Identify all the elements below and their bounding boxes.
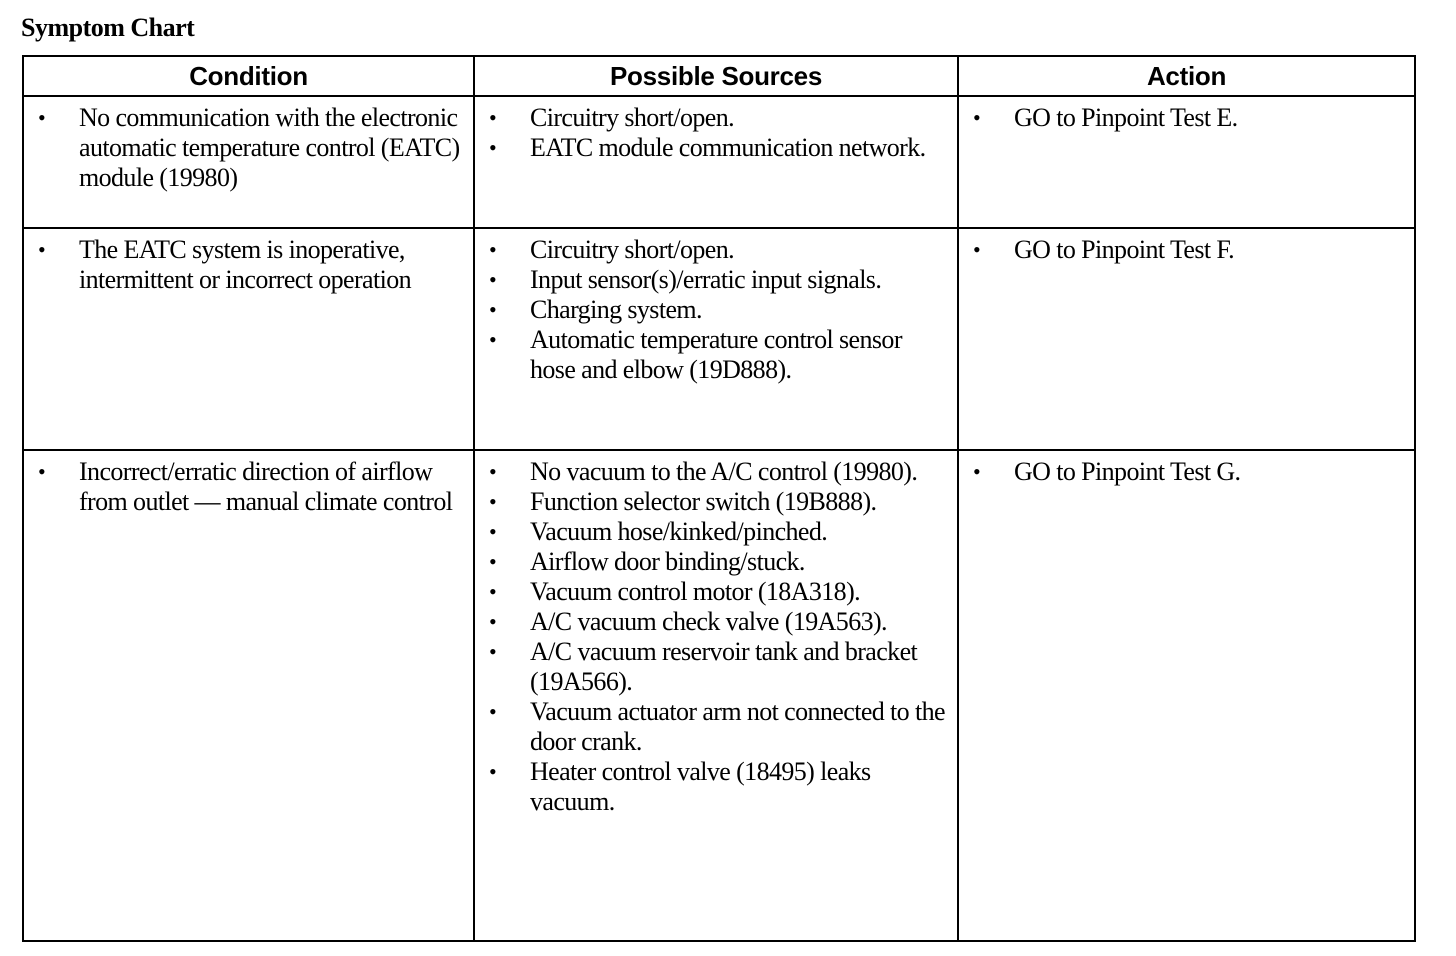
source-item: • Airflow door binding/stuck.: [475, 547, 949, 577]
source-item: • EATC module communication network.: [475, 133, 949, 163]
table-row: [23, 96, 1415, 228]
condition-cell: [23, 228, 474, 450]
source-item: • A/C vacuum check valve (19A563).: [475, 607, 949, 637]
condition-cell: [23, 96, 474, 228]
condition-item: • No communication with the electronic automatic temperature control (EATC) module (19980): [24, 103, 465, 193]
table-header-row: [23, 56, 1415, 96]
action-cell: [958, 96, 1415, 228]
condition-cell: [23, 450, 474, 941]
action-item: • GO to Pinpoint Test E.: [959, 103, 1406, 133]
action-item: • GO to Pinpoint Test F.: [959, 235, 1406, 265]
source-item: • Vacuum actuator arm not connected to the door crank.: [475, 697, 949, 757]
header-possible-sources: Possible Sources: [474, 56, 958, 96]
action-cell: [958, 450, 1415, 941]
source-item: • Function selector switch (19B888).: [475, 487, 949, 517]
source-item: • Charging system.: [475, 295, 949, 325]
header-condition: Condition: [23, 56, 474, 96]
symptom-table: [22, 55, 1416, 942]
action-cell: [958, 228, 1415, 450]
condition-item: • The EATC system is inoperative, intermittent or incorrect operation: [24, 235, 465, 295]
sources-cell: [474, 228, 958, 450]
table-row: [23, 450, 1415, 941]
condition-item: • Incorrect/erratic direction of airflow from outlet — manual climate control: [24, 457, 465, 517]
page-title: Symptom Chart: [21, 13, 195, 42]
sources-cell: [474, 96, 958, 228]
source-item: • Vacuum control motor (18A318).: [475, 577, 949, 607]
source-item: • Automatic temperature control sensor hose and elbow (19D888).: [475, 325, 949, 385]
table-row: [23, 228, 1415, 450]
source-item: • Input sensor(s)/erratic input signals.: [475, 265, 949, 295]
source-item: • A/C vacuum reservoir tank and bracket (19A566).: [475, 637, 949, 697]
source-item: • Circuitry short/open.: [475, 103, 949, 133]
source-item: • Heater control valve (18495) leaks vacuum.: [475, 757, 949, 817]
sources-cell: [474, 450, 958, 941]
action-item: • GO to Pinpoint Test G.: [959, 457, 1406, 487]
header-action: Action: [958, 56, 1415, 96]
source-item: • Circuitry short/open.: [475, 235, 949, 265]
source-item: • No vacuum to the A/C control (19980).: [475, 457, 949, 487]
source-item: • Vacuum hose/kinked/pinched.: [475, 517, 949, 547]
